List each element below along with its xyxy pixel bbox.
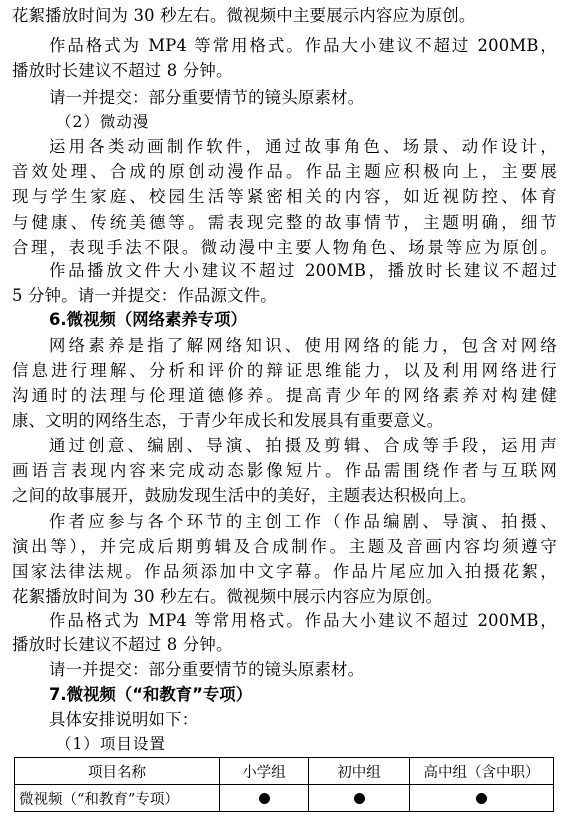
column-header: 初中组 [309,758,410,785]
filled-dot-icon [354,793,365,804]
text-line: 播放时长建议不超过 8 分钟。 [12,61,233,80]
text-line: 花絮播放时间为 30 秒左右。微视频中展示内容应为原创。 [12,587,443,606]
text-line: 作品播放文件大小建议不超过 200MB，播放时长建议不超过 [49,261,557,280]
text-line: 具体安排说明如下： [49,710,199,729]
text-line: 作者应参与各个环节的主创工作（作品编剧、导演、拍摄、 [49,512,557,531]
text-line: 音效处理、合成的原创动漫作品。作品主题应积极向上，主要展 [12,162,557,181]
text-line: 请一并提交：部分重要情节的镜头原素材。 [49,88,365,107]
column-header: 小学组 [220,758,309,785]
text-line: 作品格式为 MP4 等常用格式。作品大小建议不超过 200MB， [49,611,557,630]
table-row [15,785,554,812]
text-line: 播放时长建议不超过 8 分钟。 [12,635,233,654]
text-line: 沟通时的法理与伦理道德修养。提高青少年的网络素养对构建健 [12,386,557,405]
text-line: 康、文明的网络生态，于青少年成长和发展具有重要意义。 [12,411,444,430]
subsection-heading: （2）微动漫 [56,113,150,131]
mark-cell [309,785,410,812]
table-header-row [15,758,554,785]
text-line: 现与学生家庭、校园生活等紧密相关的内容，如近视防控、体育 [12,187,557,206]
column-header: 项目名称 [15,758,220,785]
text-line: 与健康、传统美德等。需表现完整的故事情节，主题明确，细节 [12,213,557,232]
text-line: 作品格式为 MP4 等常用格式。作品大小建议不超过 200MB， [49,36,557,55]
project-name-cell: 微视频（“和教育”专项） [15,785,220,812]
text-line: 网络素养是指了解网络知识、使用网络的能力，包含对网络 [49,336,557,355]
text-line: 演出等），并完成后期剪辑及合成制作。主题及音画内容均须遵守 [12,537,557,556]
text-line: 国家法律法规。作品须添加中文字幕。作品片尾应加入拍摄花絮， [12,562,557,581]
text-line: 信息进行理解、分析和评价的辩证思维能力，以及利用网络进行 [12,361,557,380]
subsection-heading: （1）项目设置 [56,735,166,753]
text-line: 运用各类动画制作软件，通过故事角色、场景、动作设计， [49,137,557,156]
column-header: 高中组（含中职） [410,758,554,785]
filled-dot-icon [476,793,487,804]
project-settings-table [14,757,554,812]
text-line: 合理，表现手法不限。微动漫中主要人物角色、场景等应为原创。 [12,238,557,257]
text-line: 请一并提交：部分重要情节的镜头原素材。 [49,660,365,679]
mark-cell [410,785,554,812]
filled-dot-icon [259,793,270,804]
text-line: 之间的故事展开，鼓励发现生活中的美好，主题表达积极向上。 [12,486,477,505]
text-line: 通过创意、编剧、导演、拍摄及剪辑、合成等手段，运用声 [49,436,557,455]
section-heading-6: 6.微视频（网络素养专项） [49,310,247,329]
section-heading-7: 7.微视频（“和教育”专项） [49,685,253,704]
mark-cell [220,785,309,812]
text-line: 画语言表现内容来完成动态影像短片。作品需围绕作者与互联网 [12,461,557,480]
text-line: 5 分钟。请一并提交：作品源文件。 [12,286,277,305]
text-line: 花絮播放时间为 30 秒左右。微视频中主要展示内容应为原创。 [12,6,476,25]
